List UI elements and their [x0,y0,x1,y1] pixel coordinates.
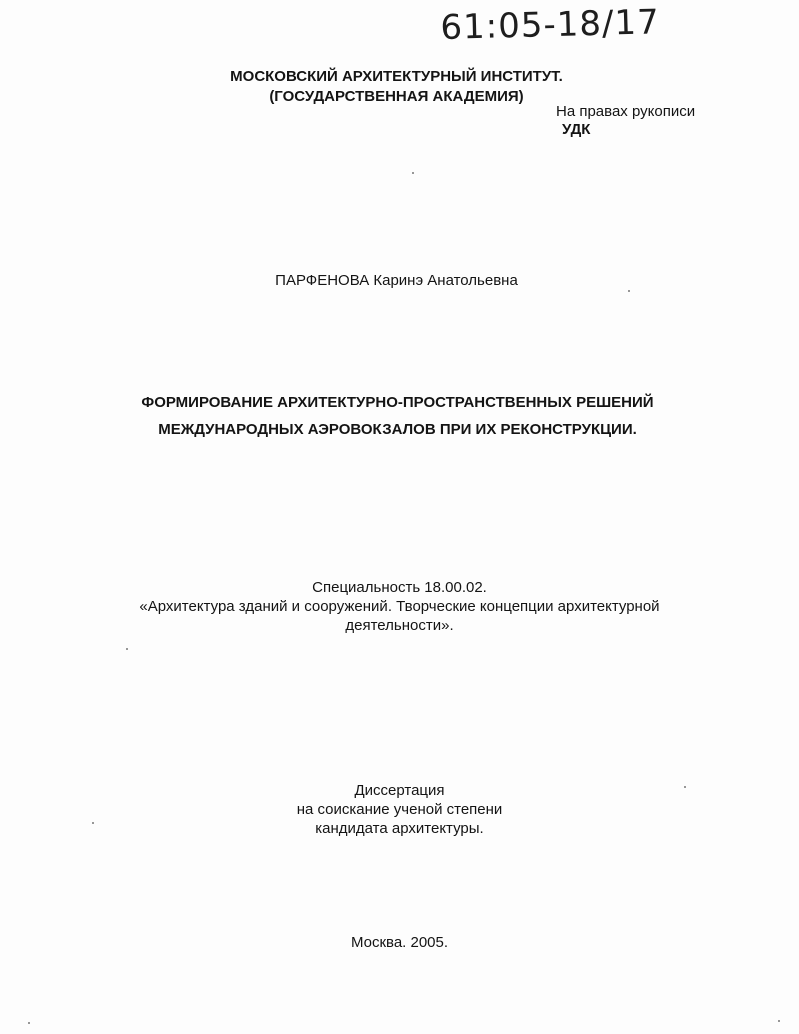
scan-speck [412,172,414,174]
institute-name: МОСКОВСКИЙ АРХИТЕКТУРНЫЙ ИНСТИТУТ. [230,68,563,85]
author-name-text: ПАРФЕНОВА Каринэ Анатольевна [275,272,518,289]
scan-speck [92,822,94,824]
degree-block [0,781,799,838]
title-line-1: ФОРМИРОВАНИЕ АРХИТЕКТУРНО-ПРОСТРАНСТВЕННЫХ РЕШЕНИЙ [141,394,654,411]
specialty-code: Специальность 18.00.02. [312,579,487,596]
scan-speck [778,1020,780,1022]
institute-header [0,67,799,107]
degree-line-3: кандидата архитектуры. [315,820,484,837]
udk-label: УДК [562,121,591,138]
title-line-2: МЕЖДУНАРОДНЫХ АЭРОВОКЗАЛОВ ПРИ ИХ РЕКОНСТРУКЦИИ. [158,421,637,438]
city-year: Москва. 2005. [350,934,449,951]
scan-speck [628,290,630,292]
degree-line-1: Диссертация [354,782,445,799]
manuscript-rights-label: На правах рукописи [556,103,696,120]
author-name [0,272,799,290]
archive-stamp: 61:05-18/17 [440,2,661,48]
specialty-block [0,578,799,635]
scan-speck [28,1022,30,1024]
scan-speck [126,648,128,650]
scan-speck [684,786,686,788]
degree-line-2: на соискание ученой степени [296,801,503,818]
specialty-name-line-2: деятельности». [345,617,454,634]
specialty-name-line-1: «Архитектура зданий и сооружений. Творческие концепции архитектурной [139,598,660,615]
dissertation-title [0,389,799,443]
institute-subtitle: (ГОСУДАРСТВЕННАЯ АКАДЕМИЯ) [269,88,524,105]
